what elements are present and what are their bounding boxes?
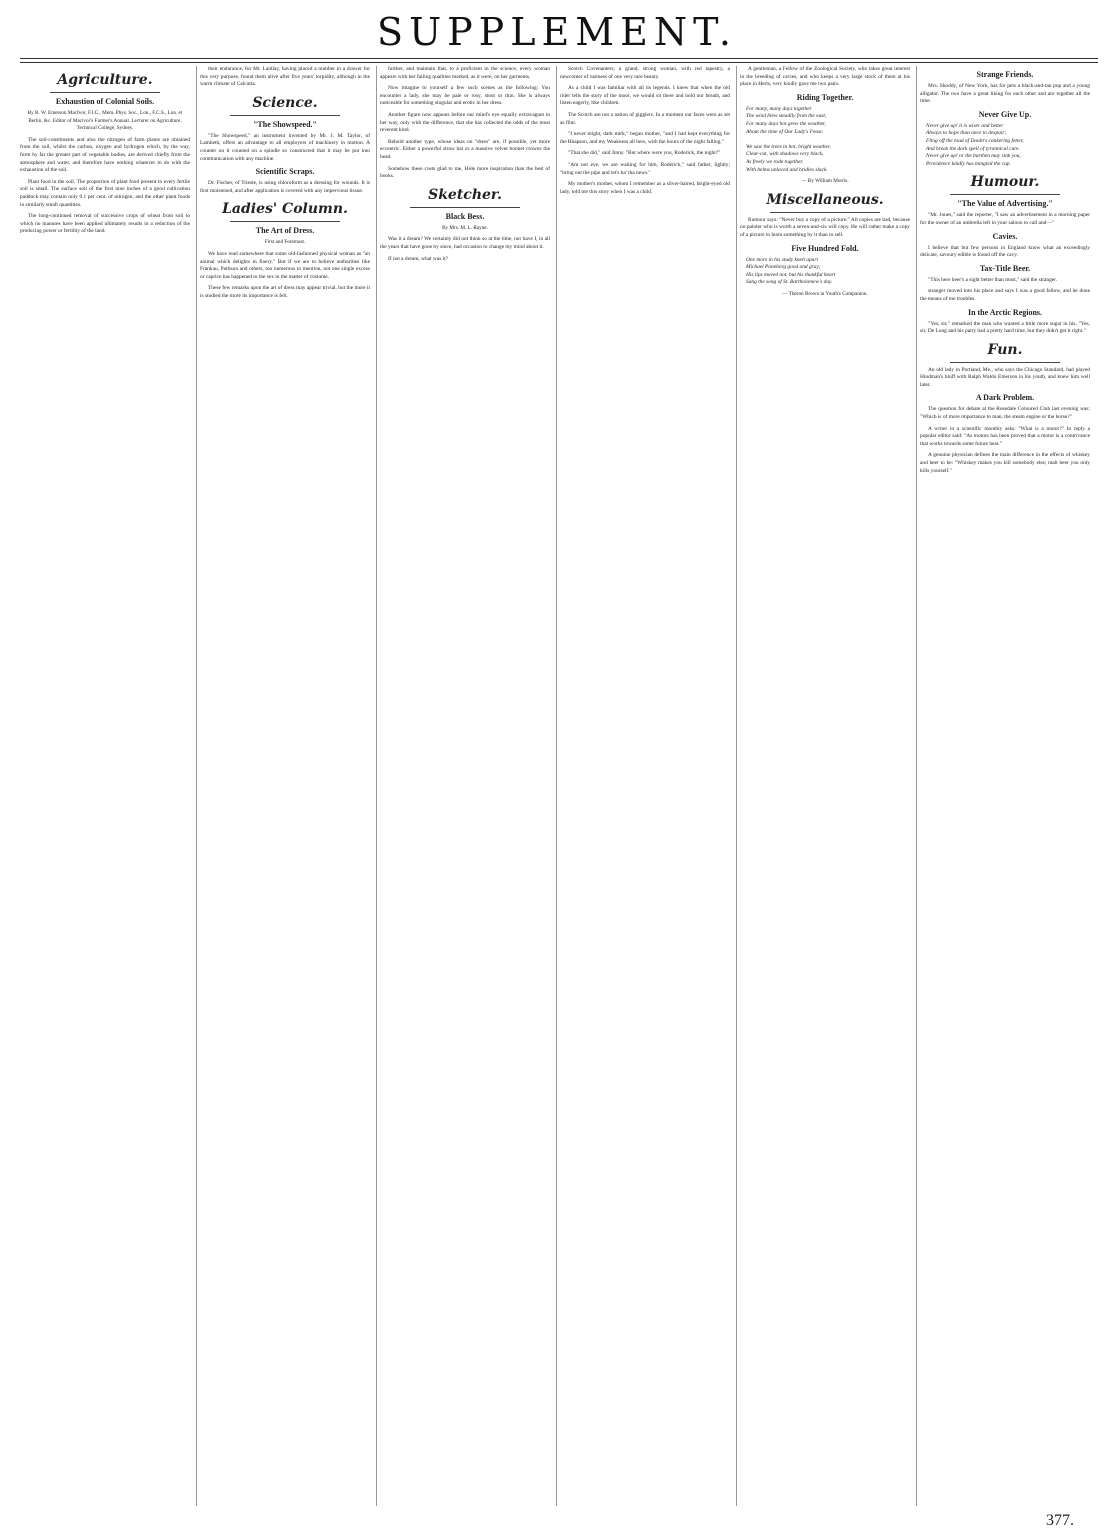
article-paragraph: If not a dream, what was it? (388, 255, 449, 262)
article-title: Strange Friends. (976, 70, 1034, 79)
article-title: Exhaustion of Colonial Soils. (55, 97, 155, 106)
article-paragraph: My mother's mother, whom I remember as a silver-haired, bright-eyed old lady, told me this story when I was a child. (560, 181, 730, 195)
article-title: "The Showspeed." (252, 119, 317, 129)
header-rule-2 (20, 62, 1098, 63)
article-paragraph: A genuine physician defines the main difference in the effects of whiskey and beer to be: "Whiskey makes you kill somebody else; malt beer you only kills yourself." (920, 452, 1090, 474)
article-paragraph: A gentleman, a Fellow of the Zoological Society, who takes great interest in the breeding of cavies, and who keeps a very large stock of them at his place in Herts, very kindly gave me two pairs. (740, 66, 910, 88)
article-paragraph: The soil-constituents and also the nitrogen of farm plants are obtained from the soil, whilst the carbon, oxygen and hydrogen which, by the way, form by far the greater part of vegetable bodies, are derived chiefly from the atmosphere and water, and therefore have nothing whatever to do with the exhaustion of the soil. (20, 136, 190, 174)
article-paragraph: Now imagine to yourself a few such scenes as the following: You encounter a lady, she may be pale or rosy, stout or thin. She is always noticeable for something singular and erotic in her dress. (380, 85, 550, 107)
page-number: 377. (1046, 1512, 1074, 1529)
column-separator (556, 66, 557, 1506)
article-title: A Dark Problem. (975, 393, 1035, 403)
article-paragraph: A writer in a scientific monthly asks: "What is a motor?" In reply a popular editor said: "As motors has been proved that a motor is a contrivance that works towards some future heat." (920, 425, 1090, 447)
poem-verse: Never give up! it is wiser and better Always to hope than once to despair; Fling off the load of Doubt's cankering fetter, And break the dark spell of tyrannical care. Never give up! or the burthen may sink you, Providence kindly has mingled the cup. (926, 122, 1024, 167)
poem-verse: One more in his study knelt apart Michael Paneborg good and gray; His lips moved not, but his thankful heart Sang the song of St. Bartholomew's day. (746, 256, 836, 286)
ornament-rule (950, 362, 1060, 363)
article-paragraph: "Am not eye, we are waiting for him, Roderick," said father, lightly; "bring out the pipe and let's ha' tha news." (560, 161, 730, 176)
ornament-rule (230, 221, 340, 222)
article-paragraph: These few remarks upon the art of dress may appear trivial, but the more it is studied the more its importance is felt. (200, 285, 370, 299)
column-separator (376, 66, 377, 1506)
article-paragraph: Mrs. Shoddy, of New York, has for pets a black-and-tan pup and a young alligator. The two have a great liking for each other and are together all the time. (920, 83, 1090, 105)
article-title: Black Bess. (445, 211, 485, 221)
article-paragraph: "The Showspeed," an instrument invented by Mr. J. M. Taylor, of Lambeth, offers an advantage to all employers of machinery in motion. A counter on it counted on a spindle so constructed that it may be put into communication with any machine. (200, 132, 370, 162)
subheading: First and Foremost. (264, 239, 306, 246)
article-paragraph: stranger moved into his place and says I was a good fellow, and he done the means of me troubles. (920, 288, 1090, 302)
column-6 (920, 66, 1090, 1510)
department-heading: Sketcher. (428, 186, 502, 203)
article-paragraph: An old lady in Portland, Me., who says the Chicago Standard, had played Hindman's bluff with Ralph Waldo Emerson in his youth, and knew him well later. (920, 366, 1090, 388)
subheading: — Theron Brown in Youth's Companion. (782, 290, 868, 297)
poem-verse: For many, many days together The wind blew steadily from the east; For many days hot grew the weather, About the time of Our Lady's Feast. We saw the trees in hot, bright weather, Clear-cut, with shadows very black, As freely we rode together, With helms unlaced and bridles slack. (746, 105, 831, 173)
department-heading: Science. (252, 94, 318, 111)
article-paragraph: further, and maintain that, to a proficient in the science, every woman appears with her failing qualities marked, as it were, on her garments. (380, 66, 550, 80)
article-paragraph: As a child I was familiar with all its legends. I knew that when the old rider tells the story of the moor, we would sit there and hold our breath, and listen eagerly, like children. (560, 85, 730, 107)
byline: By R. W. Emerson MacIvor, F.I.C., Mem. Phys. Soc., Lon., F.C.S., Lon. et Berlin, &c. Editor of Macivor's Farmer's Annual. Lecturer on Agriculture, Technical College, Sydney. (27, 110, 183, 132)
article-paragraph: Scotch Covenanters, a grand, strong woman, with red tapestry, a newcomer of rustness of one very rare beauty. (560, 66, 730, 80)
article-paragraph: "This here beer's a sight better than most," said the stranger. (928, 276, 1058, 283)
article-paragraph: I believe that but few persons in England know what an exceedingly delicate, savoury edible is found off the cavy. (920, 244, 1090, 259)
article-paragraph: Behold another type, whose ideas on "dress" are, if possible, yet more eccentric. Either a powerful straw hat or a massive velvet bonnet crowns the head. (380, 138, 550, 160)
article-title: Five Hundred Fold. (791, 243, 859, 253)
article-title: Never Give Up. (978, 109, 1032, 119)
article-title: Riding Together. (796, 92, 854, 102)
article-title: In the Arctic Regions. (967, 307, 1043, 317)
article-paragraph: Another figure now appears before our mind's eye equally extravagant in her way, only with the difference, that she has collected the odds of the most reverent kind. (380, 111, 550, 134)
department-heading: Fun. (987, 341, 1023, 358)
article-paragraph: The long-continued removal of successive crops of wheat from soil to which no manures have been applied ultimately results in a reduction of the producing power or fertility of the land. (20, 213, 190, 235)
article-title: The Art of Dress. (255, 226, 315, 236)
subheading: — By William Morris. (801, 178, 849, 185)
article-paragraph: their endurance, for Mr. Laidlay, having placed a number in a drawer for this very purpose, found them alive after five years' torpidity, although in the warm climate of Calcutta. (200, 66, 370, 88)
article-paragraph: The question for debate at the Rosedale Coloured Club last evening was: "Which is of more importance to man, the steam engine or the horse?" (920, 406, 1090, 421)
article-title: Cavies. (992, 231, 1018, 241)
article-paragraph: "Mr. Jones," said the reporter, "I saw an advertisement in a morning paper for the owner of an umbrella left in your saloon to call and—" (920, 212, 1090, 226)
article-paragraph: Rumour says: "Never buy a copy of a picture." All copies are bad, because no painter who is worth a seven-and-six will copy. He will rather make a copy of a picture to learn something by it than to sell. (740, 216, 910, 238)
article-title: "The Value of Advertising." (957, 199, 1053, 209)
article-paragraph: Was it a dream? We certainly did not think so at the time, nor have I, in all the years that have gone by since, had occasion to change my mind about it. (380, 236, 550, 250)
article-paragraph: "I never might, dark mirk," began mother, "and I had kept everything for the Rhapson, and my Weakness all hers, with the hours of the night falling." (560, 131, 730, 145)
ornament-rule (950, 194, 1060, 195)
article-paragraph: "Yes, sir," remarked the man who wanted a little more sugar in his. "Yes, sir, De Long and his party had a pretty hard time, but they didn't get it right." (920, 320, 1090, 335)
ornament-rule (770, 212, 880, 213)
column-4 (560, 66, 730, 1510)
ornament-rule (230, 115, 340, 116)
department-heading: Ladies' Column. (222, 201, 348, 218)
column-separator (196, 66, 197, 1506)
article-title: Tax-Title Beer. (979, 263, 1031, 273)
column-2 (200, 66, 370, 1510)
header-rule (20, 58, 1098, 59)
byline: By Mrs. M. L. Rayne. (442, 224, 488, 231)
department-heading: Miscellaneous. (766, 191, 884, 208)
article-paragraph: We have read somewhere that some old-fashioned physical woman as "an animal which delights in finery." But if we are to believe authorities like Frankau, Pattison and others, too numerous to mention, not one single excess or caprice has happened to the sex in the matter of costume. (200, 250, 370, 280)
article-paragraph: Somehow these costs glad to me, Hide more inspiration than the best of books. (380, 165, 550, 180)
ornament-rule (410, 207, 520, 208)
column-3 (380, 66, 550, 1510)
department-heading: Agriculture. (57, 72, 153, 88)
column-5 (740, 66, 910, 1510)
article-paragraph: Plant food in the soil. The proportion of plant food present in every fertile soil is small. The surface soil of the first nine inches of a good cultivation paddock may contain only 0.1 per cent. of nitrogen, and the other plant foods in similarly small quantities. (20, 178, 190, 208)
article-paragraph: "That she did," said Jinny. "But where were you, Roderick, the night?" (568, 150, 721, 157)
article-paragraph: Dr. Fischer, of Trieste, is using chloroform as a dressing for wounds. It is first moistened, and after application is covered with any impervious tissue. (200, 180, 370, 194)
page-title: SUPPLEMENT. (377, 10, 737, 54)
column-separator (736, 66, 737, 1506)
department-heading: Humour. (970, 174, 1040, 191)
column-1 (20, 66, 190, 1510)
article-title: Scientific Scraps. (255, 167, 315, 177)
article-paragraph: The Scotch are not a nation of gigglers. In a moment our faces were as set as flint. (560, 111, 730, 126)
ornament-rule (50, 92, 160, 93)
column-separator (916, 66, 917, 1506)
